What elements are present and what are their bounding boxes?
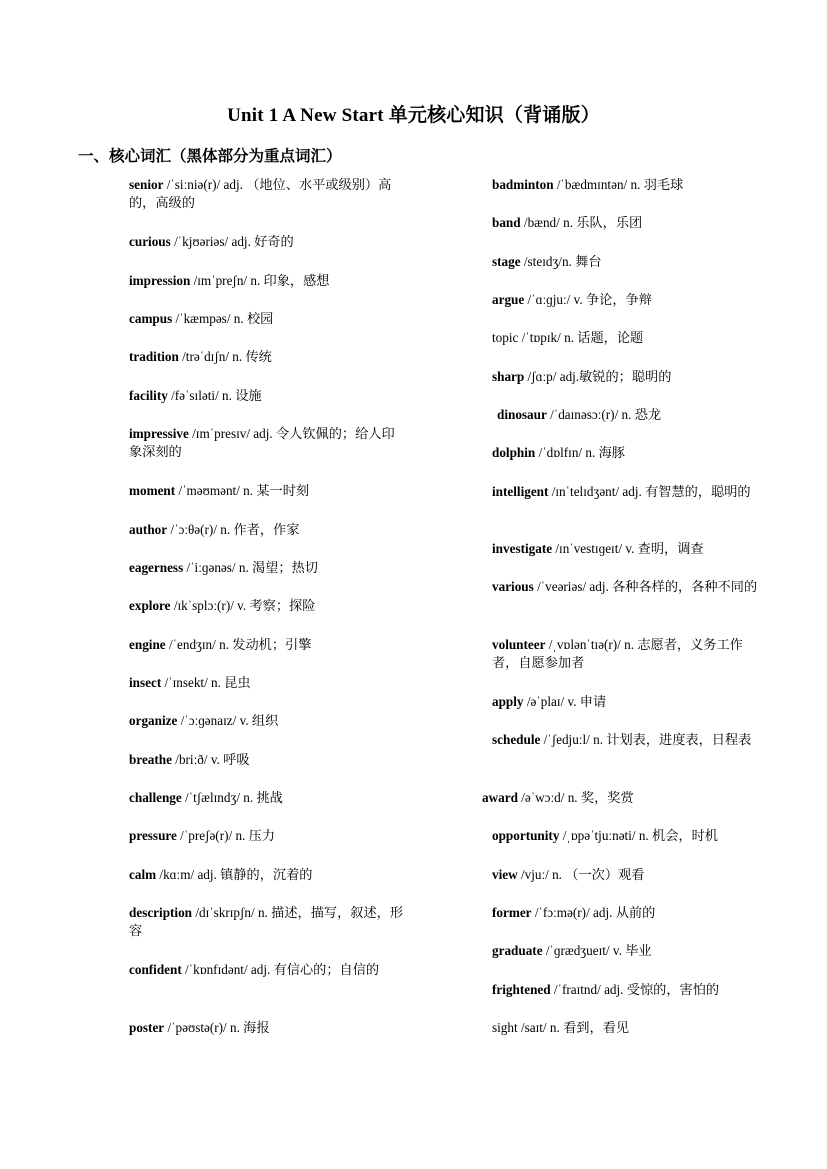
vocab-word: senior — [129, 177, 164, 192]
vocab-definition: /ɪnˈvestɪɡeɪt/ v. 查明，调查 — [552, 541, 704, 556]
vocab-definition: /trəˈdɪʃn/ n. 传统 — [178, 349, 272, 364]
vocab-definition: /əˈwɔːd/ n. 奖，奖赏 — [517, 790, 634, 805]
vocab-definition: /dɪˈskrɪpʃn/ n. 描述，描写，叙述，形容 — [129, 905, 404, 938]
vocab-word: facility — [129, 388, 168, 403]
vocab-entry — [492, 731, 760, 749]
vocab-entry — [129, 233, 404, 251]
vocab-entry — [129, 482, 404, 500]
vocab-entry — [129, 176, 404, 212]
vocab-word: impressive — [129, 426, 189, 441]
vocab-word: opportunity — [492, 828, 560, 843]
vocab-word: engine — [129, 637, 166, 652]
vocab-entry — [129, 904, 404, 940]
vocab-entry — [492, 1019, 760, 1037]
vocab-word: challenge — [129, 790, 182, 805]
vocab-word: stage — [492, 254, 521, 269]
vocab-entry — [492, 176, 760, 194]
vocab-entry — [129, 387, 404, 405]
vocab-word: explore — [129, 598, 171, 613]
vocab-definition: /ˈɡrædʒueɪt/ v. 毕业 — [542, 943, 652, 958]
vocab-entry — [129, 1019, 404, 1037]
vocab-word: graduate — [492, 943, 543, 958]
vocab-entry — [129, 348, 404, 366]
vocab-word: dinosaur — [497, 407, 547, 422]
vocab-definition: /ˈpreʃə(r)/ n. 压力 — [176, 828, 276, 843]
vocab-definition: /əˈplaɪ/ v. 申请 — [523, 694, 607, 709]
vocab-entry — [492, 942, 760, 960]
vocab-entry — [492, 444, 760, 462]
vocab-definition: /ˈɔːθə(r)/ n. 作者，作家 — [167, 522, 300, 537]
vocab-word: poster — [129, 1020, 165, 1035]
vocab-entry — [129, 597, 404, 615]
vocab-entry — [129, 521, 404, 539]
vocab-entry — [497, 406, 765, 424]
vocab-definition: /ˌvɒlənˈtɪə(r)/ n. 志愿者，义务工作者，自愿参加者 — [492, 637, 743, 670]
vocab-definition: /ˈkɒnfɪdənt/ adj. 有信心的；自信的 — [181, 962, 380, 977]
vocab-entry — [129, 310, 404, 328]
vocab-entry — [492, 368, 760, 386]
vocab-definition: /ˈfɔːmə(r)/ adj. 从前的 — [531, 905, 656, 920]
vocab-word: impression — [129, 273, 191, 288]
vocab-definition: /ˈɑːɡjuː/ v. 争论，争辩 — [524, 292, 652, 307]
vocab-word: dolphin — [492, 445, 536, 460]
vocab-definition: /ˈdaɪnəsɔː(r)/ n. 恐龙 — [546, 407, 662, 422]
vocab-entry — [492, 540, 760, 558]
vocab-word: description — [129, 905, 193, 920]
vocab-definition: /ˌɒpəˈtjuːnəti/ n. 机会，时机 — [559, 828, 718, 843]
vocab-definition: /briːð/ v. 呼吸 — [171, 752, 250, 767]
vocab-definition: /ɪnˈtelɪdʒənt/ adj. 有智慧的，聪明的 — [548, 484, 751, 499]
vocab-definition: /ˈendʒɪn/ n. 发动机；引擎 — [165, 637, 312, 652]
vocab-entry — [492, 693, 760, 711]
vocab-entry — [492, 981, 760, 999]
section-heading: 一、核心词汇（黑体部分为重点词汇） — [78, 148, 342, 165]
vocab-definition: /ˈbædmɪntən/ n. 羽毛球 — [553, 177, 684, 192]
vocab-word: sight — [492, 1020, 518, 1035]
vocab-entry — [129, 425, 404, 461]
vocab-entry — [129, 712, 404, 730]
vocab-entry — [492, 904, 760, 922]
vocab-entry — [492, 578, 760, 596]
page-title: Unit 1 A New Start 单元核心知识（背诵版） — [227, 105, 600, 126]
vocab-word: award — [482, 790, 518, 805]
vocab-word: sharp — [492, 369, 525, 384]
vocab-entry — [129, 559, 404, 577]
vocab-definition: /ˈiːɡənəs/ n. 渴望；热切 — [183, 560, 318, 575]
vocab-word: apply — [492, 694, 524, 709]
vocab-entry — [492, 253, 760, 271]
vocab-word: band — [492, 215, 521, 230]
vocab-word: breathe — [129, 752, 172, 767]
vocab-definition: /ˈtʃælɪndʒ/ n. 挑战 — [181, 790, 283, 805]
vocab-definition: /ˈtɒpɪk/ n. 话题，论题 — [518, 330, 644, 345]
vocab-definition: /ɪmˈpreʃn/ n. 印象，感想 — [190, 273, 330, 288]
vocab-word: organize — [129, 713, 178, 728]
vocab-entry — [492, 636, 760, 672]
vocab-definition: /ɪmˈpresɪv/ adj. 令人钦佩的；给人印象深刻的 — [129, 426, 395, 459]
vocab-definition: /vjuː/ n. （一次）观看 — [517, 867, 645, 882]
vocab-definition: /ˈkæmpəs/ n. 校园 — [172, 311, 274, 326]
vocab-word: volunteer — [492, 637, 546, 652]
vocab-entry — [129, 789, 404, 807]
vocab-definition: /ˈdɒlfɪn/ n. 海豚 — [535, 445, 625, 460]
vocab-word: campus — [129, 311, 173, 326]
vocab-word: topic — [492, 330, 519, 345]
vocab-word: argue — [492, 292, 525, 307]
vocab-word: insect — [129, 675, 162, 690]
vocab-definition: /ˈʃedjuːl/ n. 计划表，进度表，日程表 — [540, 732, 752, 747]
vocab-definition: /ˈfraɪtnd/ adj. 受惊的，害怕的 — [550, 982, 720, 997]
vocab-word: frightened — [492, 982, 551, 997]
vocab-entry — [492, 827, 760, 845]
vocab-word: calm — [129, 867, 157, 882]
vocab-word: author — [129, 522, 168, 537]
vocab-entry — [492, 483, 760, 501]
vocab-word: badminton — [492, 177, 554, 192]
vocab-word: moment — [129, 483, 176, 498]
vocab-definition: /steɪdʒ/n. 舞台 — [520, 254, 602, 269]
vocab-entry — [492, 329, 760, 347]
vocab-entry — [492, 291, 760, 309]
vocab-word: curious — [129, 234, 171, 249]
vocab-word: eagerness — [129, 560, 184, 575]
vocab-definition: /fəˈsɪləti/ n. 设施 — [167, 388, 262, 403]
vocab-entry — [492, 866, 760, 884]
vocab-definition: /saɪt/ n. 看到，看见 — [517, 1020, 630, 1035]
vocab-definition: /ˈpəʊstə(r)/ n. 海报 — [164, 1020, 270, 1035]
vocab-definition: /ˈɔːɡənaɪz/ v. 组织 — [177, 713, 279, 728]
vocab-entry — [129, 827, 404, 845]
vocab-word: investigate — [492, 541, 553, 556]
vocab-entry — [129, 674, 404, 692]
vocab-entry — [482, 789, 750, 807]
vocab-word: tradition — [129, 349, 179, 364]
vocab-entry — [129, 272, 404, 290]
vocab-word: confident — [129, 962, 182, 977]
vocab-entry — [129, 866, 404, 884]
vocab-definition: /ˈməʊmənt/ n. 某一时刻 — [175, 483, 310, 498]
vocab-definition: /bænd/ n. 乐队，乐团 — [520, 215, 643, 230]
vocab-definition: /ˈsiːniə(r)/ adj. （地位、水平或级别）高的，高级的 — [129, 177, 392, 210]
vocab-entry — [492, 214, 760, 232]
vocab-definition: /ˈkjʊəriəs/ adj. 好奇的 — [170, 234, 294, 249]
vocab-word: pressure — [129, 828, 177, 843]
vocab-word: intelligent — [492, 484, 549, 499]
vocab-word: former — [492, 905, 532, 920]
vocab-entry — [129, 636, 404, 654]
vocab-definition: /ʃɑːp/ adj.敏锐的；聪明的 — [524, 369, 672, 384]
vocab-entry — [129, 961, 404, 979]
vocab-word: various — [492, 579, 534, 594]
vocab-word: view — [492, 867, 518, 882]
vocab-definition: /ˈɪnsekt/ n. 昆虫 — [161, 675, 251, 690]
vocab-definition: /ɪkˈsplɔː(r)/ v. 考察；探险 — [170, 598, 316, 613]
vocab-entry — [129, 751, 404, 769]
vocab-word: schedule — [492, 732, 541, 747]
vocab-definition: /kɑːm/ adj. 镇静的，沉着的 — [156, 867, 313, 882]
vocab-definition: /ˈveəriəs/ adj. 各种各样的，各种不同的 — [533, 579, 758, 594]
